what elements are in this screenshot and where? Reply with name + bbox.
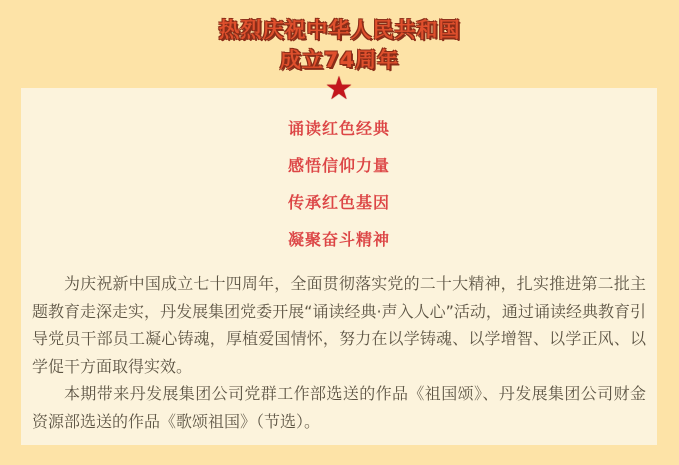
page-title-line-2: 成立74周年 <box>279 48 400 72</box>
slogan-line: 感悟信仰力量 <box>287 156 390 175</box>
star-icon: ★ <box>324 69 354 107</box>
slogan-line: 诵读红色经典 <box>287 119 390 138</box>
article-body <box>21 270 657 435</box>
content-card <box>21 69 657 445</box>
slogan-line: 传承红色基因 <box>287 193 390 212</box>
body-paragraph: 本期带来丹发展集团公司党群工作部选送的作品《祖国颂》、丹发展集团公司财金资源部选送的作品《歌颂祖国》（节选）。 <box>32 384 646 431</box>
page-title-line-1: 热烈庆祝中华人民共和国 <box>218 18 461 42</box>
page-header <box>0 0 679 75</box>
slogan-list <box>21 88 657 258</box>
slogan-line: 凝聚奋斗精神 <box>287 230 390 249</box>
body-paragraph: 为庆祝新中国成立七十四周年，全面贯彻落实党的二十大精神，扎实推进第二批主题教育走深走实，丹发展集团党委开展“诵读经典·声入人心”活动，通过诵读经典教育引导党员干部员工凝心铸魂，厚植爱国情怀，努力在以学铸魂、以学增智、以学正风、以学促干方面取得实效。 <box>32 274 646 376</box>
